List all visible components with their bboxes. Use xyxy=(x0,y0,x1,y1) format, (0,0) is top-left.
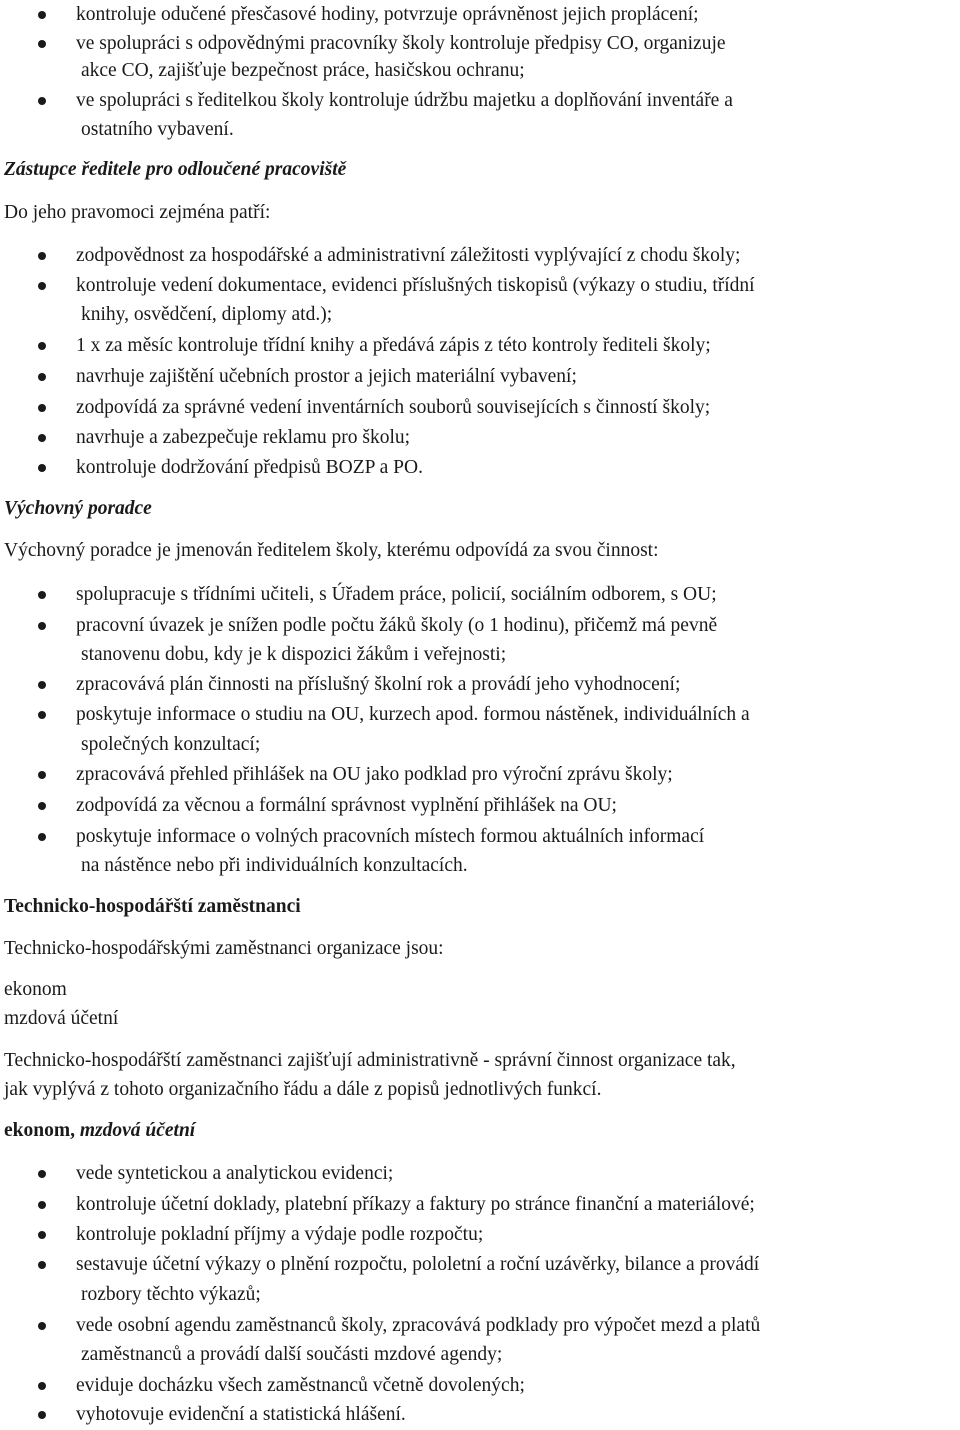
list-item-continuation: stanovenu dobu, kdy je k dispozici žákům i veřejnosti; xyxy=(81,644,507,665)
list-item-continuation: rozbory těchto výkazů; xyxy=(81,1284,261,1305)
bullet-icon xyxy=(38,40,46,48)
paragraph-line: jak vyplývá z tohoto organizačního řádu a dále z popisů jednotlivých funkcí. xyxy=(4,1079,602,1100)
list-item: ve spolupráci s ředitelkou školy kontroluje údržbu majetku a doplňování inventáře a xyxy=(0,86,960,116)
list-item: navrhuje zajištění učebních prostor a jejich materiální vybavení; xyxy=(0,362,960,392)
bullet-icon xyxy=(38,711,46,719)
list-item: pracovní úvazek je snížen podle počtu žáků školy (o 1 hodinu), přičemž má pevně xyxy=(0,611,960,641)
list-item: kontroluje účetní doklady, platební příkazy a faktury po stránce finanční a materiálové; xyxy=(0,1190,960,1220)
bullet-icon xyxy=(38,1201,46,1209)
bullet-icon xyxy=(38,373,46,381)
bullet-icon xyxy=(38,591,46,599)
list-item: kontroluje odučené přesčasové hodiny, potvrzuje oprávněnost jejich proplácení; xyxy=(0,0,960,30)
list-item: zpracovává plán činnosti na příslušný školní rok a provádí jeho vyhodnocení; xyxy=(0,670,960,700)
list-item: poskytuje informace o studiu na OU, kurzech apod. formou nástěnek, individuálních a xyxy=(0,700,960,730)
bullet-icon xyxy=(38,404,46,412)
list-item: zodpovídá za věcnou a formální správnost vyplnění přihlášek na OU; xyxy=(0,791,960,821)
bullet-icon xyxy=(38,1261,46,1269)
paragraph-line: Technicko-hospodářští zaměstnanci zajišťují administrativně - správní činnost organizace tak, xyxy=(4,1050,736,1071)
bullet-icon xyxy=(38,11,46,19)
list-item-continuation: akce CO, zajišťuje bezpečnost práce, hasičskou ochranu; xyxy=(81,60,525,81)
bullet-icon xyxy=(38,1382,46,1390)
bullet-icon xyxy=(38,342,46,350)
bullet-icon xyxy=(38,1170,46,1178)
section-intro: Do jeho pravomoci zejména patří: xyxy=(4,202,271,223)
list-item: zpracovává přehled přihlášek na OU jako podklad pro výroční zprávu školy; xyxy=(0,760,960,790)
section-heading: Technicko-hospodářští zaměstnanci xyxy=(4,896,301,917)
list-item: vyhotovuje evidenční a statistická hlášení. xyxy=(0,1400,960,1430)
bullet-icon xyxy=(38,464,46,472)
bullet-icon xyxy=(38,771,46,779)
bullet-icon xyxy=(38,1231,46,1239)
section-intro: Výchovný poradce je jmenován ředitelem školy, kterému odpovídá za svou činnost: xyxy=(4,540,659,561)
list-item: vede syntetickou a analytickou evidenci; xyxy=(0,1159,960,1189)
section-heading: Výchovný poradce xyxy=(4,498,152,519)
bullet-icon xyxy=(38,252,46,260)
list-item: zodpovídá za správné vedení inventárních souborů souvisejících s činností školy; xyxy=(0,393,960,423)
list-item: kontroluje dodržování předpisů BOZP a PO. xyxy=(0,453,960,483)
list-item-continuation: na nástěnce nebo při individuálních konzultacích. xyxy=(81,855,468,876)
bullet-icon xyxy=(38,802,46,810)
list-item: kontroluje vedení dokumentace, evidenci příslušných tiskopisů (výkazy o studiu, třídní xyxy=(0,271,960,301)
list-item: eviduje docházku všech zaměstnanců včetně dovolených; xyxy=(0,1371,960,1401)
section-heading: ekonom, mzdová účetní xyxy=(4,1120,196,1141)
bullet-icon xyxy=(38,833,46,841)
section-heading: Zástupce ředitele pro odloučené pracoviště xyxy=(4,159,347,180)
list-item: navrhuje a zabezpečuje reklamu pro školu; xyxy=(0,423,960,453)
role-item: ekonom xyxy=(4,979,67,1000)
list-item: ve spolupráci s odpovědnými pracovníky školy kontroluje předpisy CO, organizuje xyxy=(0,29,960,59)
list-item-continuation: knihy, osvědčení, diplomy atd.); xyxy=(81,304,333,325)
list-item: poskytuje informace o volných pracovních místech formou aktuálních informací xyxy=(0,822,960,852)
list-item: spolupracuje s třídními učiteli, s Úřadem práce, policií, sociálním odborem, s OU; xyxy=(0,580,960,610)
list-item-continuation: zaměstnanců a provádí další součásti mzdové agendy; xyxy=(81,1344,503,1365)
bullet-icon xyxy=(38,681,46,689)
list-item: zodpovědnost za hospodářské a administrativní záležitosti vyplývající z chodu školy; xyxy=(0,241,960,271)
bullet-icon xyxy=(38,97,46,105)
list-item: 1 x za měsíc kontroluje třídní knihy a předává zápis z této kontroly řediteli školy; xyxy=(0,331,960,361)
list-item-continuation: společných konzultací; xyxy=(81,734,261,755)
bullet-icon xyxy=(38,434,46,442)
list-item: vede osobní agendu zaměstnanců školy, zpracovává podklady pro výpočet mezd a platů xyxy=(0,1311,960,1341)
list-item: kontroluje pokladní příjmy a výdaje podle rozpočtu; xyxy=(0,1220,960,1250)
section-intro: Technicko-hospodářskými zaměstnanci organizace jsou: xyxy=(4,938,444,959)
bullet-icon xyxy=(38,282,46,290)
list-item-continuation: ostatního vybavení. xyxy=(81,119,234,140)
bullet-icon xyxy=(38,1411,46,1419)
bullet-icon xyxy=(38,622,46,630)
list-item: sestavuje účetní výkazy o plnění rozpočtu, pololetní a roční uzávěrky, bilance a provádí xyxy=(0,1250,960,1280)
role-item: mzdová účetní xyxy=(4,1008,119,1029)
bullet-icon xyxy=(38,1322,46,1330)
